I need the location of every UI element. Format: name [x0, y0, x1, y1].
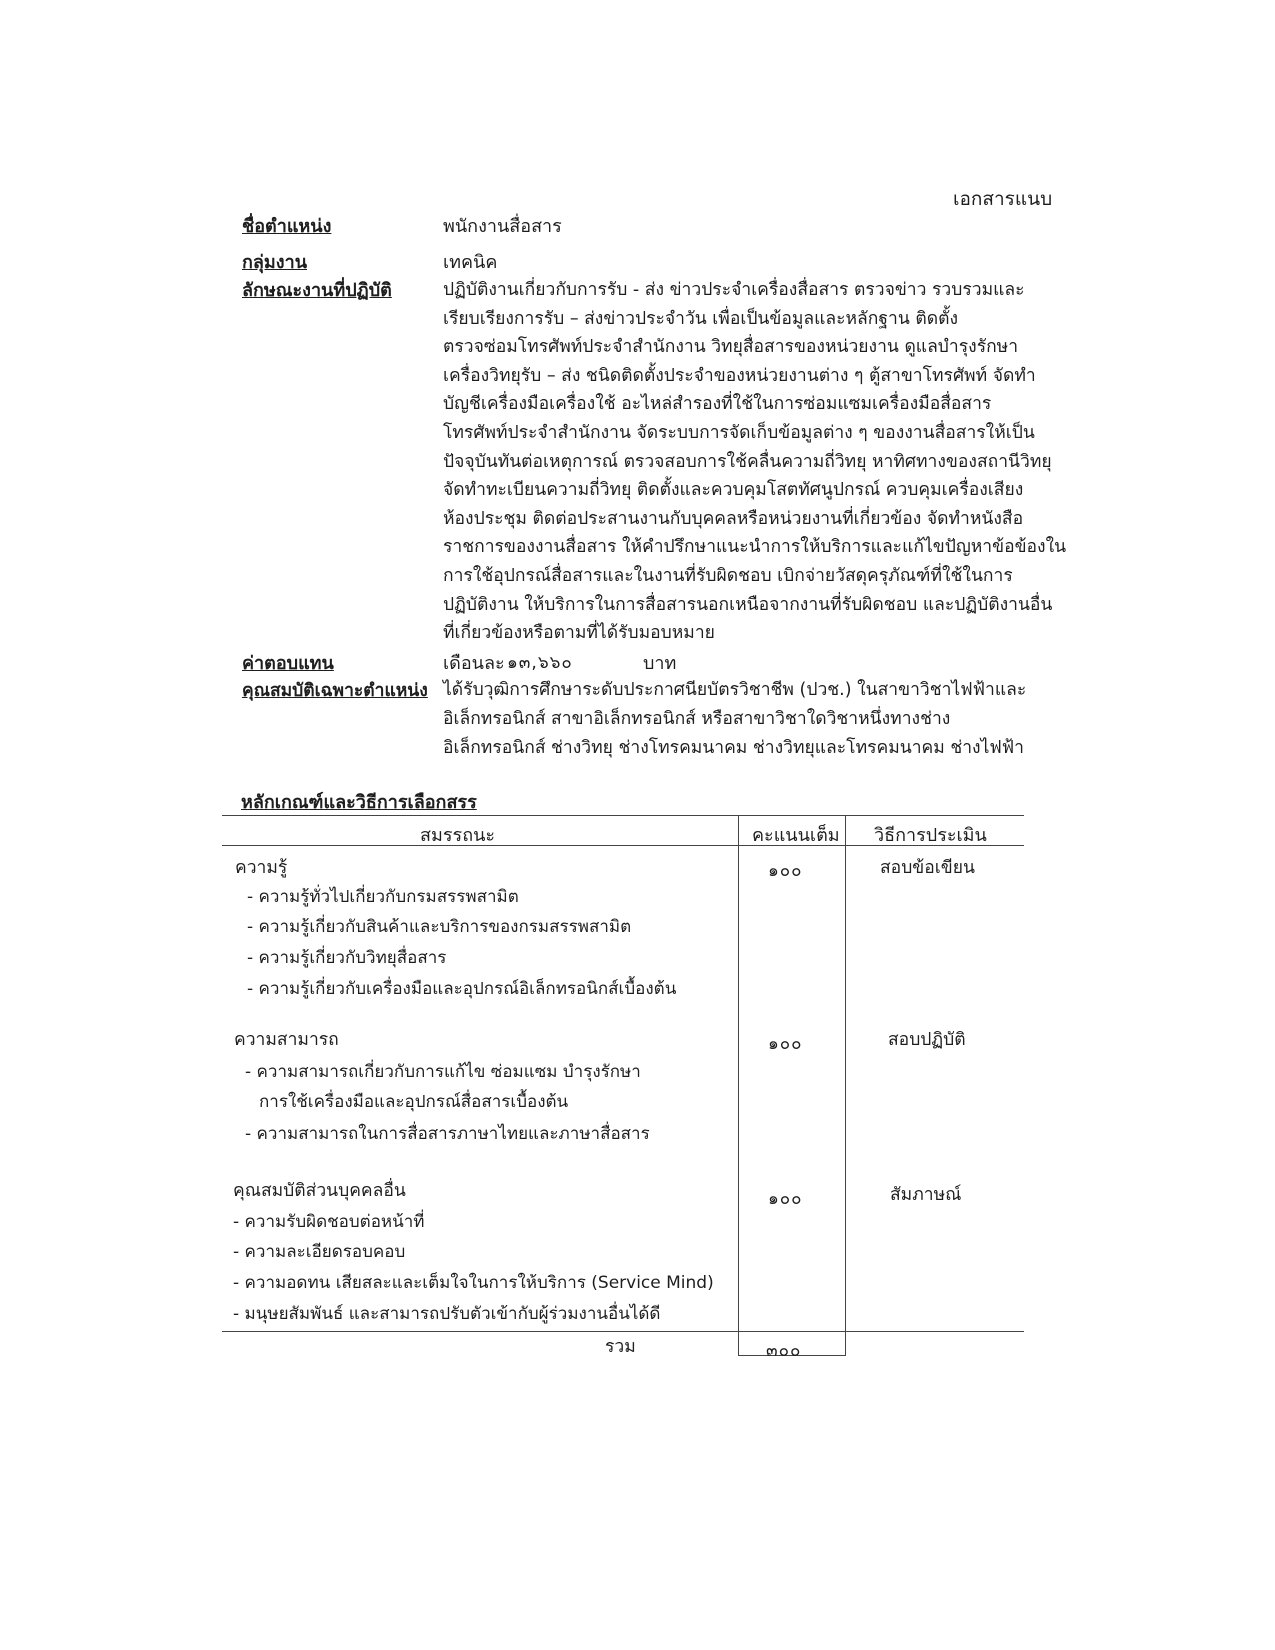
position-title-value: พนักงานสื่อสาร	[443, 216, 562, 237]
duty-label: ลักษณะงานที่ปฏิบัติ	[242, 280, 392, 301]
salary-unit: บาท	[643, 653, 677, 674]
list-item: การใช้เครื่องมือและอุปกรณ์สื่อสารเบื้องต้น	[259, 1092, 569, 1112]
header-full-score: คะแนนเต็ม	[752, 825, 840, 846]
list-item: - ความสามารถในการสื่อสารภาษาไทยและภาษาสื่อสาร	[245, 1124, 650, 1144]
list-item: - มนุษยสัมพันธ์ และสามารถปรับตัวเข้ากับผู้ร่วมงานอื่นได้ดี	[233, 1304, 661, 1324]
salary-amount: ๑๓,๖๖๐	[507, 653, 573, 673]
method-knowledge: สอบข้อเขียน	[880, 858, 975, 878]
qualification-line: ได้รับวุฒิการศึกษาระดับประกาศนียบัตรวิชาชีพ (ปวช.) ในสาขาวิชาไฟฟ้าและ	[443, 680, 1027, 700]
qualification-label: คุณสมบัติเฉพาะตำแหน่ง	[242, 681, 428, 701]
duty-line: ห้องประชุม ติดต่อประสานงานกับบุคคลหรือหน่วยงานที่เกี่ยวข้อง จัดทำหนังสือ	[443, 508, 1024, 529]
group-knowledge: ความรู้	[235, 858, 288, 878]
table-column-divider	[738, 815, 739, 1355]
duty-line: การใช้อุปกรณ์สื่อสารและในงานที่รับผิดชอบ เบิกจ่ายวัสดุครุภัณฑ์ที่ใช้ในการ	[443, 565, 1013, 586]
salary-prefix: เดือนละ	[443, 653, 505, 674]
header-assessment-method: วิธีการประเมิน	[874, 825, 987, 846]
list-item: - ความรู้เกี่ยวกับเครื่องมือและอุปกรณ์อิเล็กทรอนิกส์เบื้องต้น	[247, 979, 677, 999]
duty-line: จัดทำทะเบียนความถี่วิทยุ ติดตั้งและควบคุมโสตทัศนูปกรณ์ ควบคุมเครื่องเสียง	[443, 480, 1024, 501]
list-item: - ความรู้ทั่วไปเกี่ยวกับกรมสรรพสามิต	[247, 887, 519, 907]
list-item: - ความรับผิดชอบต่อหน้าที่	[233, 1212, 425, 1232]
work-group-label: กลุ่มงาน	[242, 252, 307, 273]
duty-line: เรียบเรียงการรับ – ส่งข่าวประจำวัน เพื่อเป็นข้อมูลและหลักฐาน ติดตั้ง	[443, 308, 959, 329]
selection-title: หลักเกณฑ์และวิธีการเลือกสรร	[241, 792, 477, 813]
group-personal-attributes: คุณสมบัติส่วนบุคคลอื่น	[233, 1181, 406, 1201]
qualification-description	[443, 676, 1026, 763]
duty-line: ปฏิบัติงาน ให้บริการในการสื่อสารนอกเหนือจากงานที่รับผิดชอบ และปฏิบัติงานอื่น	[443, 594, 1053, 615]
list-item: - ความสามารถเกี่ยวกับการแก้ไข ซ่อมแซม บำรุงรักษา	[245, 1062, 641, 1082]
score-knowledge: ๑๐๐	[768, 861, 803, 881]
position-title-label: ชื่อตำแหน่ง	[242, 216, 332, 237]
table-top-border	[222, 815, 1024, 816]
duty-line: เครื่องวิทยุรับ – ส่ง ชนิดติดตั้งประจำของหน่วยงานต่าง ๆ ตู้สาขาโทรศัพท์ จัดทำ	[443, 365, 1036, 386]
score-ability: ๑๐๐	[768, 1034, 803, 1054]
score-personal-attributes: ๑๐๐	[768, 1189, 803, 1209]
attachment-label: เอกสารแนบ	[953, 188, 1053, 210]
duty-line: บัญชีเครื่องมือเครื่องใช้ อะไหล่สำรองที่ใช้ในการซ่อมแซมเครื่องมือสื่อสาร	[443, 394, 992, 415]
duty-line: ปัจจุบันทันต่อเหตุการณ์ ตรวจสอบการใช้คลื่นความถี่วิทยุ หาทิศทางของสถานีวิทยุ	[443, 451, 1052, 472]
duty-line: ปฏิบัติงานเกี่ยวกับการรับ - ส่ง ข่าวประจำเครื่องสื่อสาร ตรวจข่าว รวบรวมและ	[443, 280, 1025, 300]
duty-description	[443, 276, 1067, 648]
salary-label: ค่าตอบแทน	[242, 653, 334, 674]
work-group-value: เทคนิค	[443, 252, 498, 273]
duty-line: โทรศัพท์ประจำสำนักงาน จัดระบบการจัดเก็บข้อมูลต่าง ๆ ของงานสื่อสารให้เป็น	[443, 422, 1035, 443]
header-competency: สมรรถนะ	[420, 825, 496, 846]
duty-line: ราชการของงานสื่อสาร ให้คำปรึกษาแนะนำการให้บริการและแก้ไขปัญหาข้อข้องใน	[443, 537, 1067, 558]
duty-line: ตรวจซ่อมโทรศัพท์ประจำสำนักงาน วิทยุสื่อสารของหน่วยงาน ดูแลบำรุงรักษา	[443, 337, 1019, 358]
total-label: รวม	[605, 1337, 636, 1357]
table-column-divider	[845, 815, 846, 1355]
list-item: - ความละเอียดรอบคอบ	[233, 1242, 406, 1262]
total-score: ๓๐๐	[766, 1341, 802, 1361]
list-item: - ความรู้เกี่ยวกับสินค้าและบริการของกรมสรรพสามิต	[247, 917, 632, 937]
list-item: - ความอดทน เสียสละและเต็มใจในการให้บริการ (Service Mind)	[233, 1273, 714, 1293]
method-ability: สอบปฏิบัติ	[888, 1030, 966, 1050]
duty-line: ที่เกี่ยวข้องหรือตามที่ได้รับมอบหมาย	[443, 623, 715, 644]
group-ability: ความสามารถ	[234, 1030, 339, 1050]
list-item: - ความรู้เกี่ยวกับวิทยุสื่อสาร	[247, 948, 447, 968]
method-personal-attributes: สัมภาษณ์	[890, 1185, 962, 1205]
qualification-line: อิเล็กทรอนิกส์ ช่างวิทยุ ช่างโทรคมนาคม ช่างวิทยุและโทรคมนาคม ช่างไฟฟ้า	[443, 738, 1025, 758]
qualification-line: อิเล็กทรอนิกส์ สาขาอิเล็กทรอนิกส์ หรือสาขาวิชาใดวิชาหนึ่งทางช่าง	[443, 709, 951, 729]
